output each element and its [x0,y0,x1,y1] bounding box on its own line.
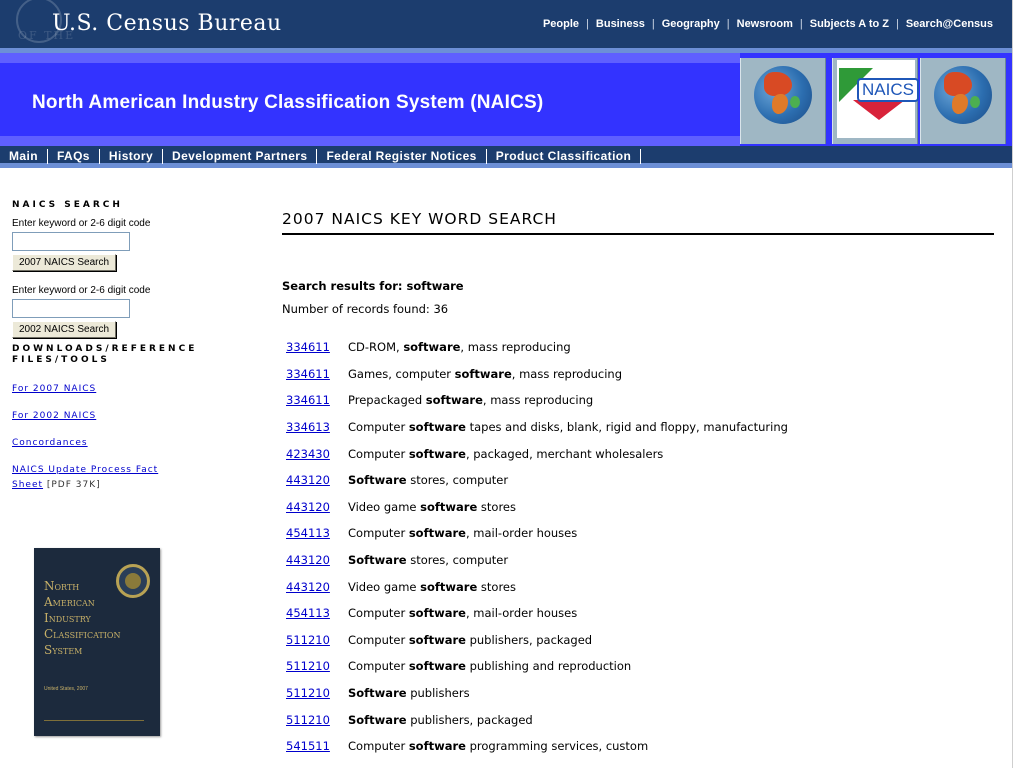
naics-code-link[interactable]: 454113 [286,606,330,621]
globe-icon [754,66,812,124]
link-concordances[interactable]: Concordances [12,438,88,448]
banner-stripe [0,136,740,146]
link-2002-naics[interactable]: For 2002 NAICS [12,411,97,421]
naics-manual-cover[interactable] [34,548,160,736]
result-text: , mail-order houses [465,606,578,621]
naics-code-link[interactable]: 334611 [286,393,330,408]
banner-stripe [0,53,740,63]
top-nav-people[interactable]: People [542,18,580,30]
result-keyword: software [454,366,512,381]
globe-icon [934,66,992,124]
result-keyword: software [408,739,466,754]
result-text: Computer [348,739,409,754]
result-keyword: software [420,579,478,594]
naics-code-link[interactable]: 511210 [286,632,330,647]
census-title[interactable]: U.S. Census Bureau [52,10,282,36]
result-row [282,706,994,733]
main-content [282,210,994,760]
naics-code-link[interactable]: 334611 [286,340,330,355]
nav-divider: | [651,18,655,30]
record-count: Number of records found: 36 [282,302,449,316]
result-text: Video game [348,579,421,594]
result-text: Computer [348,446,409,461]
result-text: Computer [348,632,409,647]
downloads-heading: DOWNLOADS/REFERENCE FILES/TOOLS [12,344,198,365]
naics-code-link[interactable]: 443120 [286,553,330,568]
book-seal-icon [116,564,150,598]
result-row [282,520,994,547]
result-keyword: software [425,393,483,408]
top-nav-geography[interactable]: Geography [661,18,720,30]
result-keyword: software [408,420,466,435]
result-text: , mass reproducing [460,340,571,355]
result-row [282,627,994,654]
result-text: Games, computer [348,366,455,381]
result-row [282,387,994,414]
result-text: publishers, packaged [406,712,533,727]
result-text: programming services, custom [465,739,649,754]
main-nav-links [0,149,641,164]
result-row [282,547,994,574]
top-nav-newsroom[interactable]: Newsroom [736,18,793,30]
book-subtitle: United States, 2007 [44,686,88,692]
globe-tile [920,58,1006,144]
search-2007-label: Enter keyword or 2-6 digit code [12,218,151,229]
fact-sheet-item [12,464,262,491]
nav-product-classification[interactable]: Product Classification [487,149,642,164]
link-fact-sheet[interactable]: NAICS Update Process Fact [12,465,159,475]
naics-title: North American Industry Classification System (NAICS) [32,92,544,113]
window-edge [1012,0,1024,768]
result-text: stores, computer [406,553,509,568]
result-row [282,414,994,441]
result-keyword: software [408,659,466,674]
naics-code-link[interactable]: 541511 [286,739,330,754]
sidebar [12,200,262,491]
nav-main[interactable]: Main [0,149,48,164]
link-fact-sheet-cont[interactable]: Sheet [12,480,44,490]
census-logo[interactable] [16,3,282,43]
result-row [282,733,994,760]
page-title: 2007 NAICS KEY WORD SEARCH [282,210,994,235]
result-text: Computer [348,659,409,674]
nav-faqs[interactable]: FAQs [48,149,100,164]
result-keyword: Software [348,686,407,701]
nav-history[interactable]: History [100,149,163,164]
naics-code-link[interactable]: 454113 [286,526,330,541]
results-list [282,334,994,760]
result-keyword: software [408,446,466,461]
result-row [282,361,994,388]
top-nav-business[interactable]: Business [595,18,645,30]
result-text: stores [477,499,516,514]
result-text: publishing and reproduction [465,659,632,674]
nav-divider: | [799,18,803,30]
result-text: stores [477,579,516,594]
result-text: Video game [348,499,421,514]
seal-watermark-icon: OF THE [18,29,76,42]
result-keyword: software [420,499,478,514]
naics-code-link[interactable]: 511210 [286,712,330,727]
naics-code-link[interactable]: 443120 [286,579,330,594]
result-text: publishers [406,686,470,701]
census-header [0,0,1012,48]
naics-logo-triangle-icon [853,100,905,120]
naics-search-heading: NAICS SEARCH [12,200,123,210]
result-text: Prepackaged [348,393,426,408]
naics-code-link[interactable]: 443120 [286,499,330,514]
nav-divider: | [586,18,589,30]
book-title: North American Industry Classification System [44,579,121,657]
result-keyword: software [408,606,466,621]
search-results-label: Search results for: software [282,279,464,293]
result-keyword: Software [348,473,407,488]
result-keyword: Software [348,712,407,727]
naics-logo-text: NAICS [857,78,919,102]
nav-divider: | [895,18,899,30]
naics-code-link[interactable]: 334611 [286,366,330,381]
result-text: , packaged, merchant wholesalers [465,446,664,461]
result-row [282,467,994,494]
result-row [282,573,994,600]
search-2002-button[interactable]: 2002 NAICS Search [12,321,116,338]
search-2002-input[interactable] [12,299,130,318]
result-text: stores, computer [406,473,509,488]
result-text: Computer [348,606,409,621]
naics-code-link[interactable]: 423430 [286,446,330,461]
naics-code-link[interactable]: 443120 [286,473,330,488]
result-keyword: software [408,526,466,541]
result-row [282,680,994,707]
naics-banner [0,48,1012,146]
result-text: , mail-order houses [465,526,578,541]
link-2007-naics[interactable]: For 2007 NAICS [12,384,97,394]
book-footer-rule [44,720,144,728]
result-row [282,440,994,467]
result-text: tapes and disks, blank, rigid and floppy, manufacturing [465,420,788,435]
search-2002-label: Enter keyword or 2-6 digit code [12,285,151,296]
result-keyword: Software [348,553,407,568]
result-text: publishers, packaged [465,632,593,647]
result-text: , mass reproducing [482,393,594,408]
fact-sheet-note: [PDF 37K] [46,480,101,490]
result-row [282,334,994,361]
nav-divider: | [726,18,730,30]
result-row [282,494,994,521]
top-nav-subjects[interactable]: Subjects A to Z [809,18,889,30]
result-text: Computer [348,526,409,541]
naics-code-link[interactable]: 511210 [286,659,330,674]
result-text: , mass reproducing [511,366,623,381]
result-keyword: software [408,632,466,647]
main-nav [0,146,1012,168]
naics-code-link[interactable]: 334613 [286,420,330,435]
naics-logo [832,58,918,144]
naics-code-link[interactable]: 511210 [286,686,330,701]
top-nav-search[interactable]: Search@Census [905,18,993,30]
result-text: Computer [348,420,409,435]
nav-development-partners[interactable]: Development Partners [163,149,317,164]
top-nav [536,18,1000,30]
result-keyword: software [403,340,461,355]
search-2007-input[interactable] [12,232,130,251]
nav-federal-register-notices[interactable]: Federal Register Notices [317,149,486,164]
result-row [282,653,994,680]
result-row [282,600,994,627]
search-2007-button[interactable]: 2007 NAICS Search [12,254,116,271]
globe-tile [740,58,826,144]
result-text: CD-ROM, [348,340,404,355]
